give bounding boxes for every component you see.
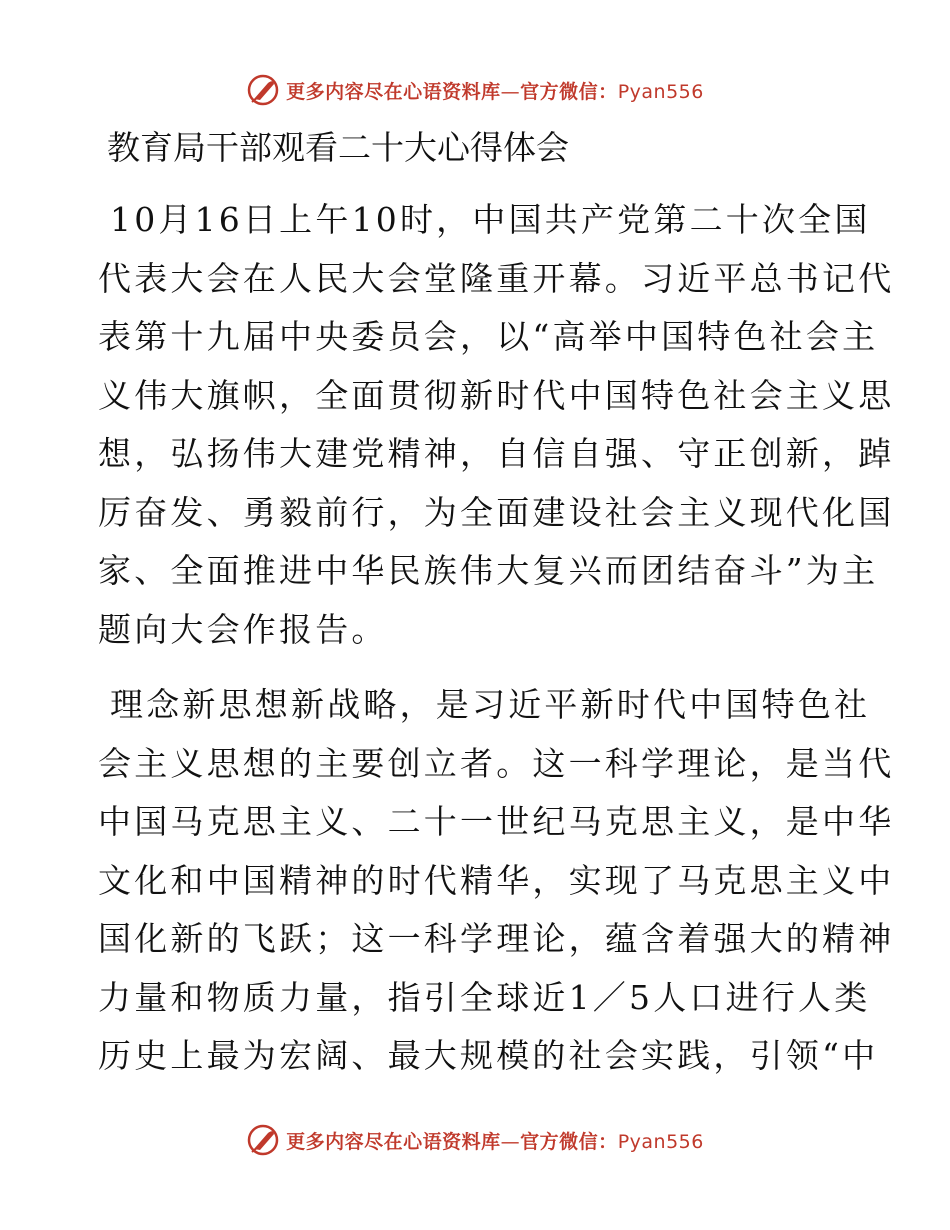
text-line: 文化和中国精神的时代精华，实现了马克思主义中 (98, 860, 895, 900)
text-line: 表第十九届中央委员会，以“高举中国特色社会主 (98, 317, 879, 356)
quill-logo-icon (246, 1123, 280, 1157)
text-line: 10月16日上午10时，中国共产党第二十次全国 (110, 200, 871, 239)
text-line: 会主义思想的主要创立者。这一科学理论，是当代 (98, 743, 895, 783)
text-line: 代表大会在人民大会堂隆重开幕。习近平总书记代 (98, 258, 895, 298)
watermark-source: 更多内容尽在心语资料库 (286, 80, 501, 103)
text-line: 力量和物质力量，指引全球近1／5人口进行人类 (98, 977, 871, 1017)
text-line: 想，弘扬伟大建党精神，自信自强、守正创新，踔 (98, 434, 895, 473)
watermark-account: Pyan556 (617, 80, 704, 103)
watermark-separator: — (500, 80, 521, 103)
text-line: 厉奋发、勇毅前行，为全面建设社会主义现代化国 (98, 492, 895, 532)
text-line: 义伟大旗帜，全面贯彻新时代中国特色社会主义思 (98, 375, 895, 415)
watermark-wechat-label: 官方微信： (520, 1130, 618, 1153)
text-line: 家、全面推进中华民族伟大复兴而团结奋斗”为主 (98, 551, 879, 590)
watermark-text (286, 77, 704, 104)
text-line: 理念新思想新战略，是习近平新时代中国特色社 (110, 685, 871, 724)
text-line: 题向大会作报告。 (98, 609, 388, 649)
document-title: 教育局干部观看二十大心得体会 (107, 128, 569, 167)
watermark-wechat-label: 官方微信： (520, 80, 618, 103)
text-line: 中国马克思主义、二十一世纪马克思主义，是中华 (98, 802, 895, 841)
paragraph-2 (98, 676, 895, 1086)
watermark-source: 更多内容尽在心语资料库 (286, 1130, 501, 1153)
quill-logo-icon (246, 73, 280, 107)
watermark-text (286, 1127, 704, 1154)
watermark-separator: — (500, 1130, 521, 1153)
paragraph-1 (98, 191, 895, 659)
watermark-account: Pyan556 (617, 1130, 704, 1153)
footer-watermark (0, 1120, 950, 1160)
text-line: 国化新的飞跃；这一科学理论，蕴含着强大的精神 (98, 919, 895, 958)
header-watermark (0, 70, 950, 110)
text-line: 历史上最为宏阔、最大规模的社会实践，引领“中 (98, 1036, 879, 1075)
